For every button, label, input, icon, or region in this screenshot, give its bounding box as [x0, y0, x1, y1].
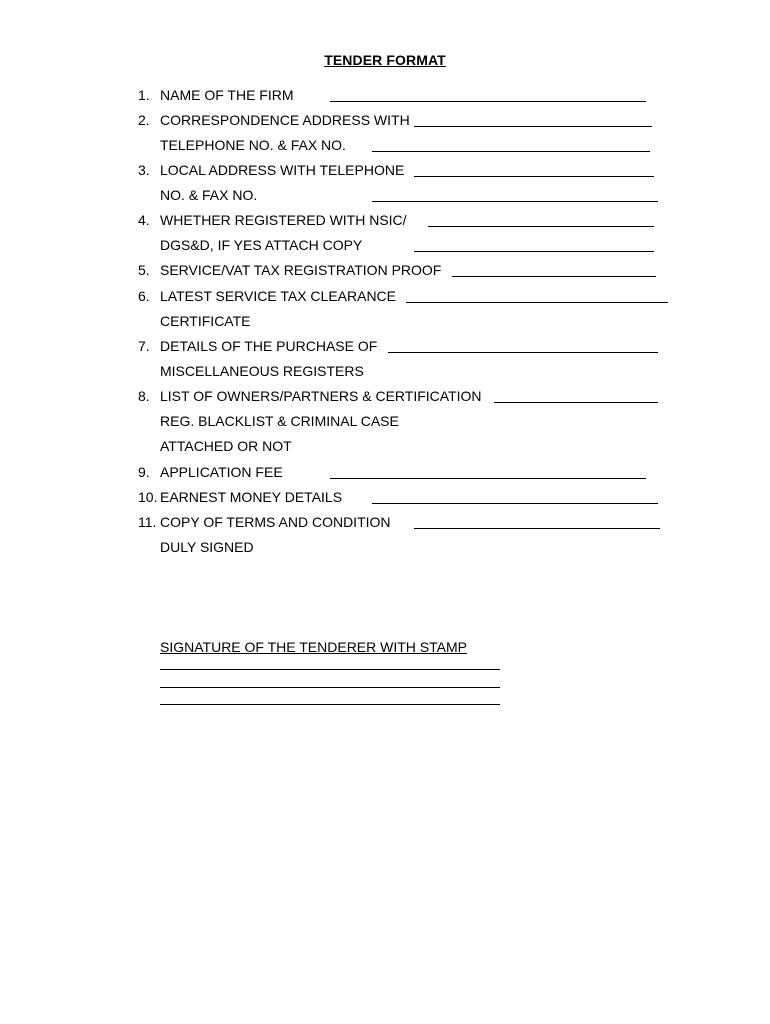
- item-label: COPY OF TERMS AND CONDITION: [160, 514, 391, 530]
- item-number: 9.: [138, 464, 150, 480]
- item-number: 1.: [138, 87, 150, 103]
- answer-line-earnest-money[interactable]: [372, 503, 658, 504]
- answer-line-application-fee[interactable]: [330, 478, 646, 479]
- answer-line-owners-partners[interactable]: [494, 402, 658, 403]
- answer-line-terms-condition[interactable]: [414, 528, 660, 529]
- item-label: EARNEST MONEY DETAILS: [160, 489, 343, 505]
- answer-line-local-telephone[interactable]: [372, 201, 658, 202]
- answer-line-local-address[interactable]: [414, 176, 654, 177]
- item-label: APPLICATION FEE: [160, 464, 283, 480]
- item-label-cont: DULY SIGNED: [160, 539, 254, 555]
- item-number: 8.: [138, 388, 150, 404]
- answer-line-correspondence-address[interactable]: [414, 126, 652, 127]
- signature-line-1[interactable]: [160, 669, 500, 670]
- signature-line-3[interactable]: [160, 704, 500, 705]
- answer-line-purchase-details[interactable]: [388, 352, 658, 353]
- item-label: CORRESPONDENCE ADDRESS WITH: [160, 112, 410, 128]
- item-number: 3.: [138, 162, 150, 178]
- signature-line-2[interactable]: [160, 687, 500, 688]
- item-label-cont: DGS&D, IF YES ATTACH COPY: [160, 237, 363, 253]
- item-number: 11.: [138, 514, 157, 530]
- item-number: 5.: [138, 262, 150, 278]
- item-number: 10.: [138, 489, 158, 505]
- item-label-cont: ATTACHED OR NOT: [160, 438, 292, 454]
- item-number: 6.: [138, 288, 150, 304]
- item-label: SERVICE/VAT TAX REGISTRATION PROOF: [160, 262, 442, 278]
- item-label-cont: NO. & FAX NO.: [160, 187, 258, 203]
- item-label: WHETHER REGISTERED WITH NSIC/: [160, 212, 407, 228]
- item-label-cont: CERTIFICATE: [160, 313, 251, 329]
- answer-line-tax-registration[interactable]: [452, 276, 656, 277]
- answer-line-firm-name[interactable]: [330, 101, 646, 102]
- item-label: LOCAL ADDRESS WITH TELEPHONE: [160, 162, 405, 178]
- form-title: TENDER FORMAT: [324, 52, 446, 68]
- item-label: LATEST SERVICE TAX CLEARANCE: [160, 288, 397, 304]
- signature-label: SIGNATURE OF THE TENDERER WITH STAMP: [160, 639, 467, 655]
- answer-line-dgsd[interactable]: [414, 251, 654, 252]
- answer-line-telephone-fax[interactable]: [372, 151, 650, 152]
- answer-line-tax-clearance[interactable]: [406, 302, 668, 303]
- item-label: NAME OF THE FIRM: [160, 87, 294, 103]
- item-label-cont: REG. BLACKLIST & CRIMINAL CASE: [160, 413, 399, 429]
- item-number: 2.: [138, 112, 150, 128]
- item-label: LIST OF OWNERS/PARTNERS & CERTIFICATION: [160, 388, 482, 404]
- item-number: 7.: [138, 338, 150, 354]
- item-label-cont: MISCELLANEOUS REGISTERS: [160, 363, 364, 379]
- answer-line-nsic[interactable]: [428, 226, 654, 227]
- item-label-cont: TELEPHONE NO. & FAX NO.: [160, 137, 346, 153]
- item-number: 4.: [138, 212, 150, 228]
- item-label: DETAILS OF THE PURCHASE OF: [160, 338, 378, 354]
